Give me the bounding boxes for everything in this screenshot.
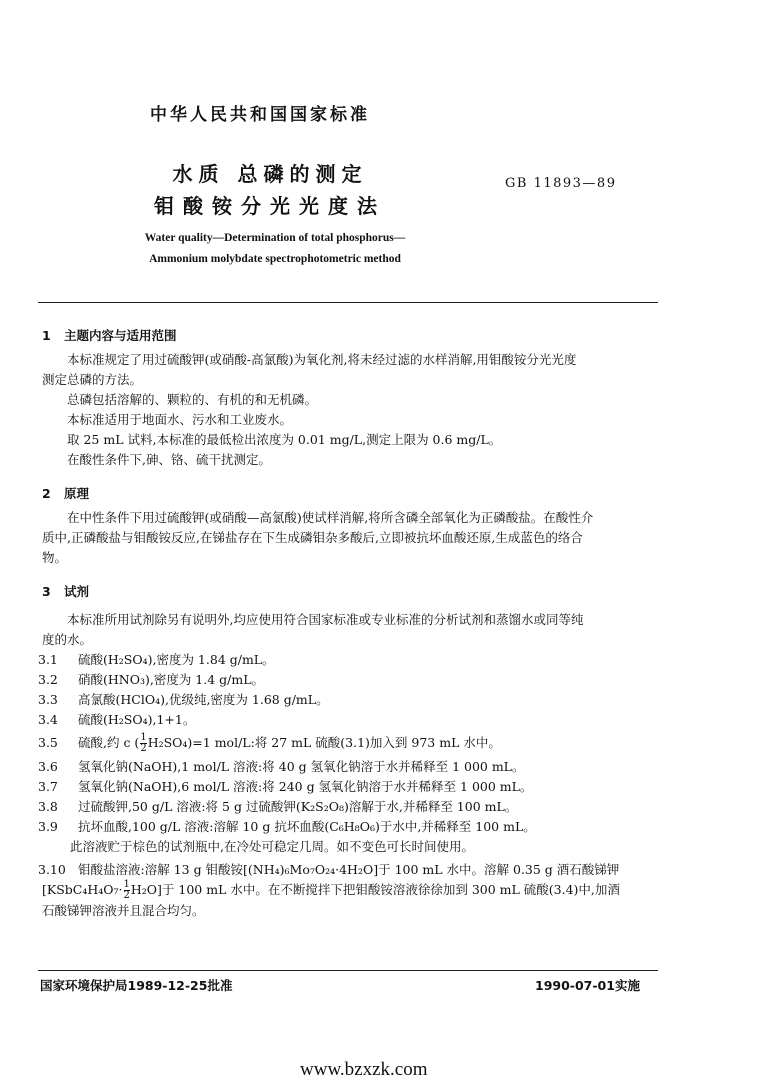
paragraph: 在酸性条件下,砷、铬、硫干扰测定。 [67,452,271,467]
item-text: 氢氧化钠(NaOH),6 mol/L 溶液:将 240 g 氢氧化钠溶于水并稀释至 1 000 mL。 [78,779,533,794]
paragraph-continuation: 度的水。 [42,632,93,647]
item-number: 3.5 [38,735,58,750]
implementation-date: 1990-07-01实施 [535,978,640,993]
item-number: 3.8 [38,799,58,814]
fraction [140,733,146,754]
item-number: 3.6 [38,759,58,774]
item-text: 硫酸(H₂SO₄),1+1。 [78,712,196,727]
item-number: 3.2 [38,672,58,687]
reagent-item [38,777,668,797]
section-number: 3 [42,584,51,599]
english-title-line2: Ammonium molybdate spectrophotometric method [149,253,401,265]
reagent-item [38,797,668,817]
item-text: 钼酸盐溶液:溶解 13 g 钼酸铵[(NH₄)₆Mo₇O₂₄·4H₂O]于 100 mL 水中。溶解 0.35 g 酒石酸锑钾 [78,862,620,877]
item-continuation [38,880,668,901]
paragraph: 本标准适用于地面水、污水和工业废水。 [67,412,293,427]
paragraph: 取 25 mL 试料,本标准的最低检出浓度为 0.01 mg/L,测定上限为 0.6 mg/L。 [67,432,502,447]
paragraph-continuation: 质中,正磷酸盐与钼酸铵反应,在锑盐存在下生成磷钼杂多酸后,立即被抗坏血酸还原,生成蓝色的络合 [42,530,583,545]
english-title-line1: Water quality—Determination of total phosphorus— [144,232,406,244]
item-text: 氢氧化钠(NaOH),1 mol/L 溶液:将 40 g 氢氧化钠溶于水并稀释至 1 000 mL。 [78,759,525,774]
fraction-numerator: 1 [123,879,130,890]
paragraph-continuation: 物。 [42,550,68,565]
item-text: 硝酸(HNO₃),密度为 1.4 g/mL。 [78,672,265,687]
item-text: 过硫酸钾,50 g/L 溶液:将 5 g 过硫酸钾(K₂S₂O₈)溶解于水,并稀释至 100 mL。 [78,799,518,814]
reagent-item [38,733,668,754]
item-text-part: H₂SO₄)=1 mol/L:将 27 mL 硫酸(3.1)加入到 973 mL 水中。 [147,735,501,750]
section-1-heading [38,326,668,346]
document-title-line1: 水质 总磷的测定 [172,162,368,186]
paragraph: 在中性条件下用过硫酸钾(或硝酸—高氯酸)使试样消解,将所含磷全部氧化为正磷酸盐。在酸性介 [67,510,594,525]
section-number: 2 [42,486,51,501]
standard-code: GB 11893—89 [505,176,617,191]
section-number: 1 [42,328,51,343]
section-title: 主题内容与适用范围 [64,328,177,343]
standard-body-heading: 中华人民共和国国家标准 [150,105,370,125]
item-number: 3.9 [38,819,58,834]
paragraph: 总磷包括溶解的、颗粒的、有机的和无机磷。 [67,392,318,407]
item-number: 3.1 [38,652,58,667]
reagent-item [38,670,668,690]
item-text: 硫酸(H₂SO₄),密度为 1.84 g/mL。 [78,652,275,667]
watermark-url: www.bzxzk.com [300,1059,428,1080]
header-divider [38,302,658,303]
reagent-item [38,710,668,730]
item-text [78,733,668,754]
paragraph: 本标准规定了用过硫酸钾(或硝酸-高氯酸)为氧化剂,将未经过滤的水样消解,用钼酸铵分光光度 [67,352,577,367]
item-text-part: [KSbC₄H₄O₇· [42,882,123,897]
item-note: 此溶液贮于棕色的试剂瓶中,在冷处可稳定几周。如不变色可长时间使用。 [70,839,474,854]
section-3-heading [38,582,668,602]
item-text: 高氯酸(HClO₄),优级纯,密度为 1.68 g/mL。 [78,692,329,707]
item-number: 3.3 [38,692,58,707]
paragraph: 本标准所用试剂除另有说明外,均应使用符合国家标准或专业标准的分析试剂和蒸馏水或同等纯 [67,612,584,627]
fraction [124,880,130,901]
reagent-item [38,817,668,837]
section-2-heading [38,484,668,504]
fraction-denominator: 2 [140,743,147,754]
item-text-part: H₂O]于 100 mL 水中。在不断搅拌下把钼酸铵溶液徐徐加到 300 mL 硫酸(3.4)中,加酒 [130,882,620,897]
fraction-denominator: 2 [123,890,130,901]
reagent-item [38,690,668,710]
reagent-item [38,860,668,880]
item-number: 3.10 [38,862,66,877]
item-text-part: 硫酸,约 c ( [78,735,140,750]
paragraph-continuation: 测定总磷的方法。 [42,372,143,387]
document-title-line2: 钼酸铵分光光度法 [154,194,386,218]
item-text: 抗坏血酸,100 g/L 溶液:溶解 10 g 抗坏血酸(C₆H₈O₆)于水中,并稀释至 100 mL。 [78,819,536,834]
footer-divider [38,970,658,971]
reagent-item [38,650,668,670]
section-title: 原理 [64,486,90,501]
approval-date: 国家环境保护局1989-12-25批准 [40,978,233,993]
item-continuation: 石酸锑钾溶液并且混合均匀。 [42,903,205,918]
reagent-item [38,757,668,777]
item-number: 3.7 [38,779,58,794]
fraction-numerator: 1 [140,732,147,743]
section-title: 试剂 [64,584,90,599]
item-number: 3.4 [38,712,58,727]
document-body [38,326,668,921]
